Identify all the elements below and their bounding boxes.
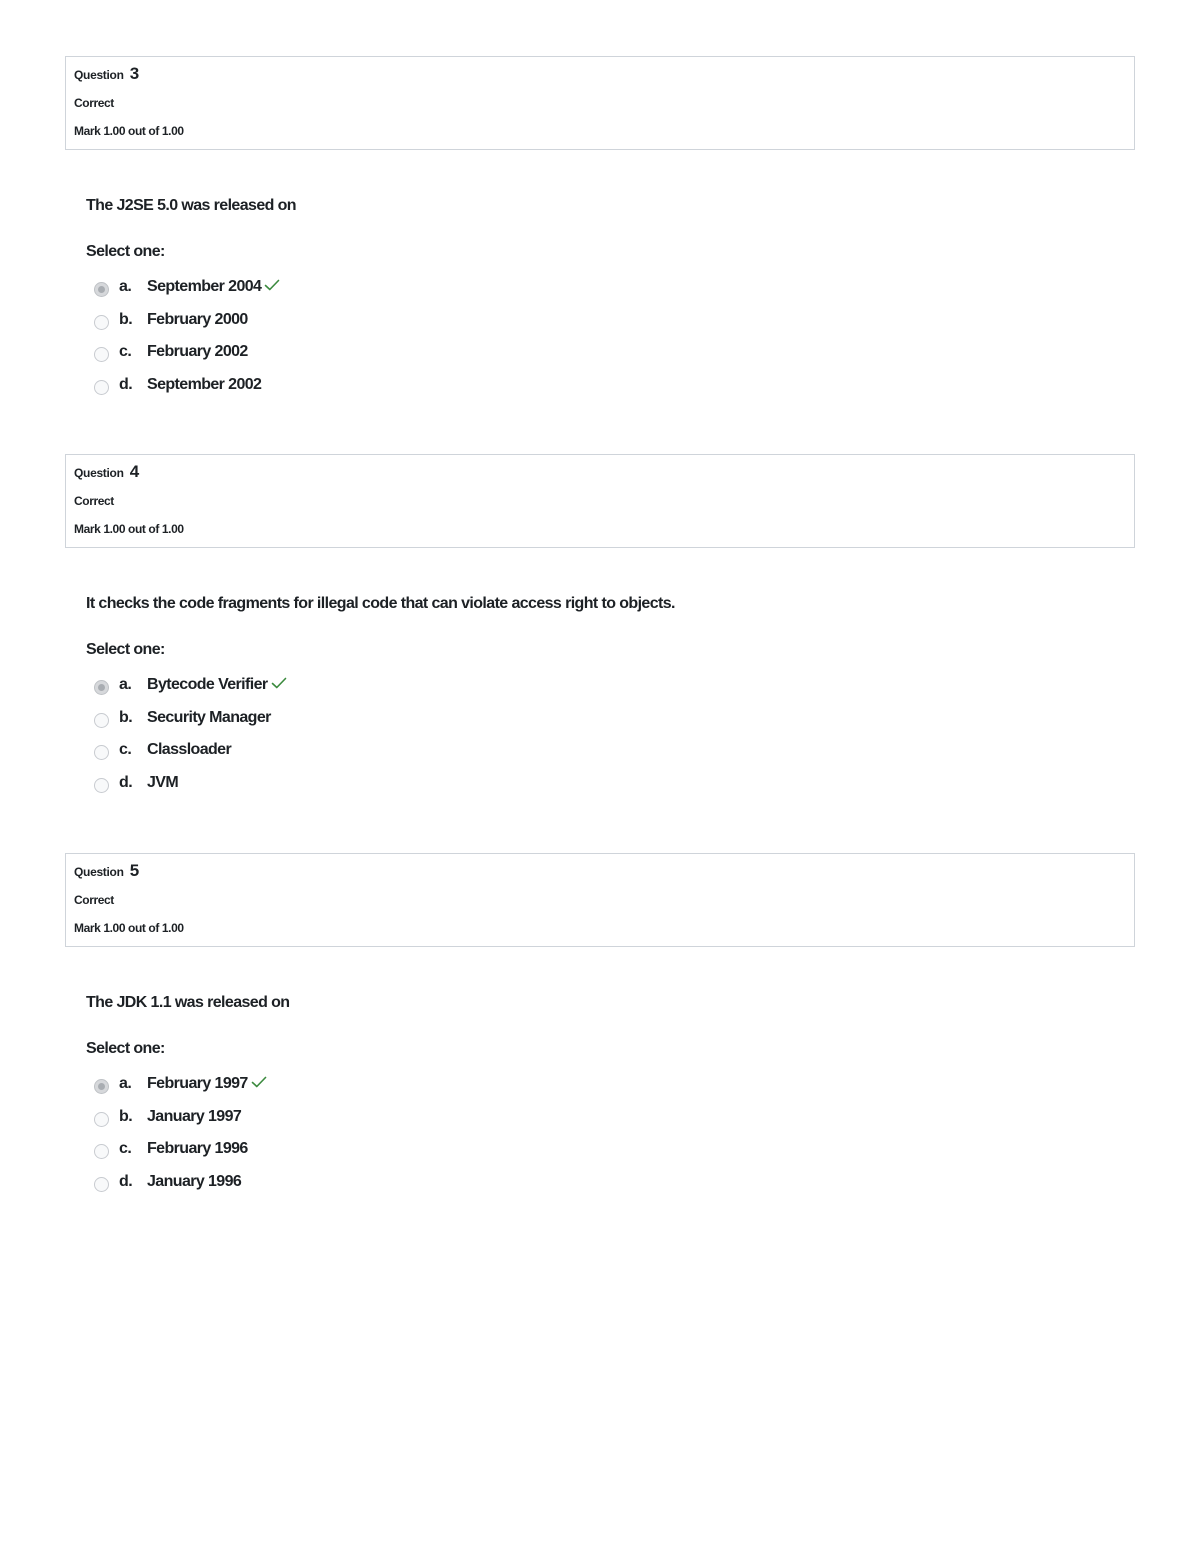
answer-text: JVM — [147, 773, 179, 791]
radio-button[interactable] — [94, 282, 109, 297]
radio-button[interactable] — [94, 713, 109, 728]
answer-text: February 1996 — [147, 1140, 248, 1157]
radio-button[interactable] — [94, 778, 109, 793]
question-number: Question 3 — [74, 64, 139, 83]
radio-button[interactable] — [94, 380, 109, 395]
question-number: Question 4 — [74, 462, 139, 481]
question-grade: Mark 1.00 out of 1.00 — [74, 522, 184, 536]
answer-option[interactable] — [94, 709, 694, 742]
answer-letter: c. — [119, 741, 132, 758]
answer-option[interactable] — [94, 1108, 694, 1141]
answer-text: Security Manager — [147, 708, 271, 726]
answer-letter: d. — [119, 773, 133, 791]
check-icon — [251, 1075, 267, 1089]
answer-letter: d. — [119, 1172, 133, 1190]
answer-letter: a. — [119, 676, 132, 693]
answer-option[interactable] — [94, 343, 694, 376]
radio-button[interactable] — [94, 315, 109, 330]
answer-letter: c. — [119, 343, 132, 360]
answer-option[interactable] — [94, 774, 694, 807]
answer-option[interactable] — [94, 741, 694, 774]
question-grade: Mark 1.00 out of 1.00 — [74, 921, 184, 935]
question-grade: Mark 1.00 out of 1.00 — [74, 124, 184, 138]
question-state: Correct — [74, 96, 114, 110]
radio-button[interactable] — [94, 347, 109, 362]
radio-button[interactable] — [94, 1177, 109, 1192]
answer-option[interactable] — [94, 311, 694, 344]
question-text: The J2SE 5.0 was released on — [86, 197, 296, 214]
answer-letter: a. — [119, 278, 132, 295]
radio-button[interactable] — [94, 1112, 109, 1127]
answer-text: February 2000 — [147, 310, 248, 328]
answer-text: Classloader — [147, 741, 232, 758]
answer-text: Bytecode Verifier — [147, 676, 268, 693]
answer-option[interactable] — [94, 676, 694, 709]
answer-option[interactable] — [94, 278, 694, 311]
check-icon — [264, 278, 280, 292]
answer-letter: d. — [119, 375, 133, 393]
radio-button[interactable] — [94, 1079, 109, 1094]
answer-letter: b. — [119, 310, 133, 328]
question-info — [65, 56, 1135, 150]
answer-letter: a. — [119, 1075, 132, 1092]
radio-button[interactable] — [94, 745, 109, 760]
question-text: It checks the code fragments for illegal code that can violate access right to objects. — [86, 595, 675, 612]
answer-list — [94, 1075, 694, 1205]
check-icon — [271, 676, 287, 690]
answer-option[interactable] — [94, 376, 694, 409]
answer-option[interactable] — [94, 1140, 694, 1173]
answer-text: February 2002 — [147, 343, 248, 360]
answer-prompt: Select one: — [86, 1040, 165, 1057]
answer-prompt: Select one: — [86, 641, 165, 658]
answer-text: January 1996 — [147, 1172, 242, 1190]
answer-list — [94, 278, 694, 408]
answer-text: February 1997 — [147, 1075, 248, 1092]
answer-list — [94, 676, 694, 806]
answer-text: September 2004 — [147, 278, 262, 295]
radio-button[interactable] — [94, 680, 109, 695]
answer-option[interactable] — [94, 1075, 694, 1108]
question-text: The JDK 1.1 was released on — [86, 994, 290, 1011]
question-info — [65, 454, 1135, 548]
question-state: Correct — [74, 494, 114, 508]
answer-text: January 1997 — [147, 1107, 242, 1125]
answer-letter: b. — [119, 1107, 133, 1125]
answer-text: September 2002 — [147, 375, 262, 393]
question-info — [65, 853, 1135, 947]
answer-letter: b. — [119, 708, 133, 726]
question-state: Correct — [74, 893, 114, 907]
answer-option[interactable] — [94, 1173, 694, 1206]
radio-button[interactable] — [94, 1144, 109, 1159]
question-number: Question 5 — [74, 861, 139, 880]
answer-letter: c. — [119, 1140, 132, 1157]
answer-prompt: Select one: — [86, 243, 165, 260]
